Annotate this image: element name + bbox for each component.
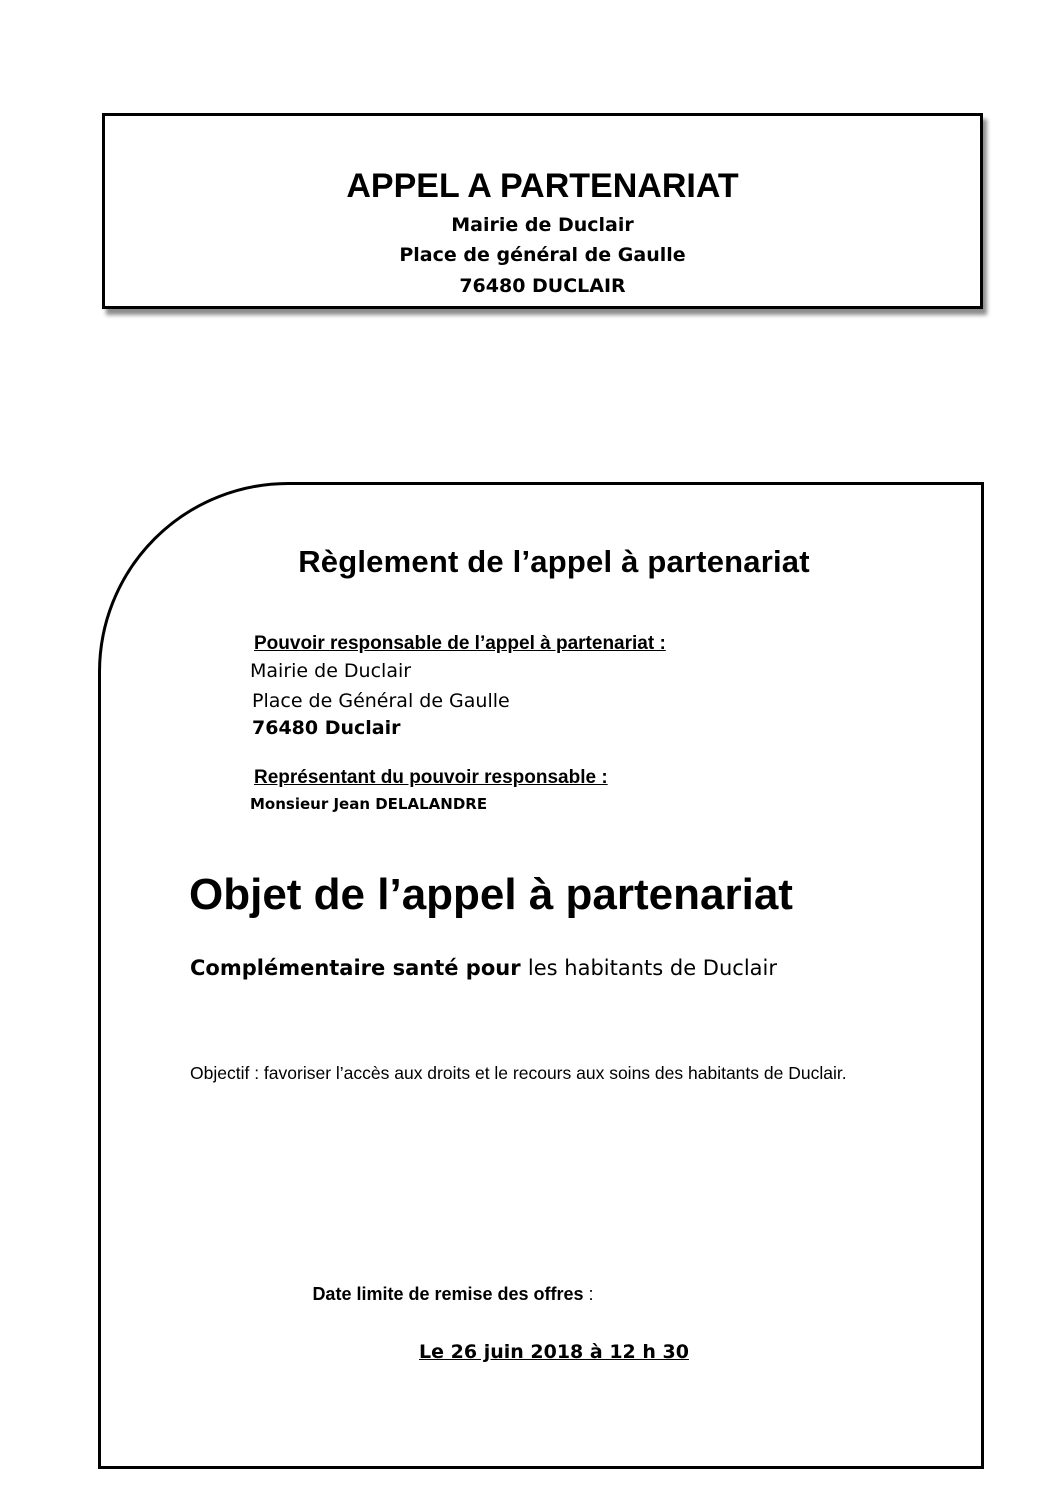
- objet-title: Objet de l’appel à partenariat: [189, 870, 793, 919]
- header-postal-city: 76480 DUCLAIR: [459, 275, 626, 297]
- objet-subtitle-rest: les habitants de Duclair: [527, 956, 777, 980]
- header-street: Place de général de Gaulle: [399, 244, 686, 266]
- pouvoir-responsable-label: Pouvoir responsable de l’appel à partenariat :: [254, 633, 666, 654]
- header-organization: Mairie de Duclair: [451, 214, 634, 236]
- address-postal-city: 76480 Duclair: [252, 717, 401, 739]
- objet-subtitle: [190, 954, 777, 982]
- deadline-label: [98, 1282, 808, 1306]
- deadline-label-suffix: :: [583, 1284, 594, 1304]
- deadline-value: Le 26 juin 2018 à 12 h 30: [419, 1341, 689, 1363]
- deadline-label-text: Date limite de remise des offres: [312, 1284, 584, 1304]
- reglement-title: Règlement de l’appel à partenariat: [298, 544, 810, 579]
- document-title: APPEL A PARTENARIAT: [346, 167, 739, 205]
- objectif-text: Objectif : favoriser l’accès aux droits et le recours aux soins des habitants de Duclair.: [190, 1063, 847, 1083]
- representant-label: Représentant du pouvoir responsable :: [254, 767, 608, 788]
- representant-name: Monsieur Jean DELALANDRE: [250, 795, 488, 813]
- objet-subtitle-bold: Complémentaire santé pour: [190, 956, 528, 980]
- address-street: Place de Général de Gaulle: [252, 690, 510, 712]
- header-box: [102, 113, 983, 309]
- address-organization: Mairie de Duclair: [250, 660, 412, 682]
